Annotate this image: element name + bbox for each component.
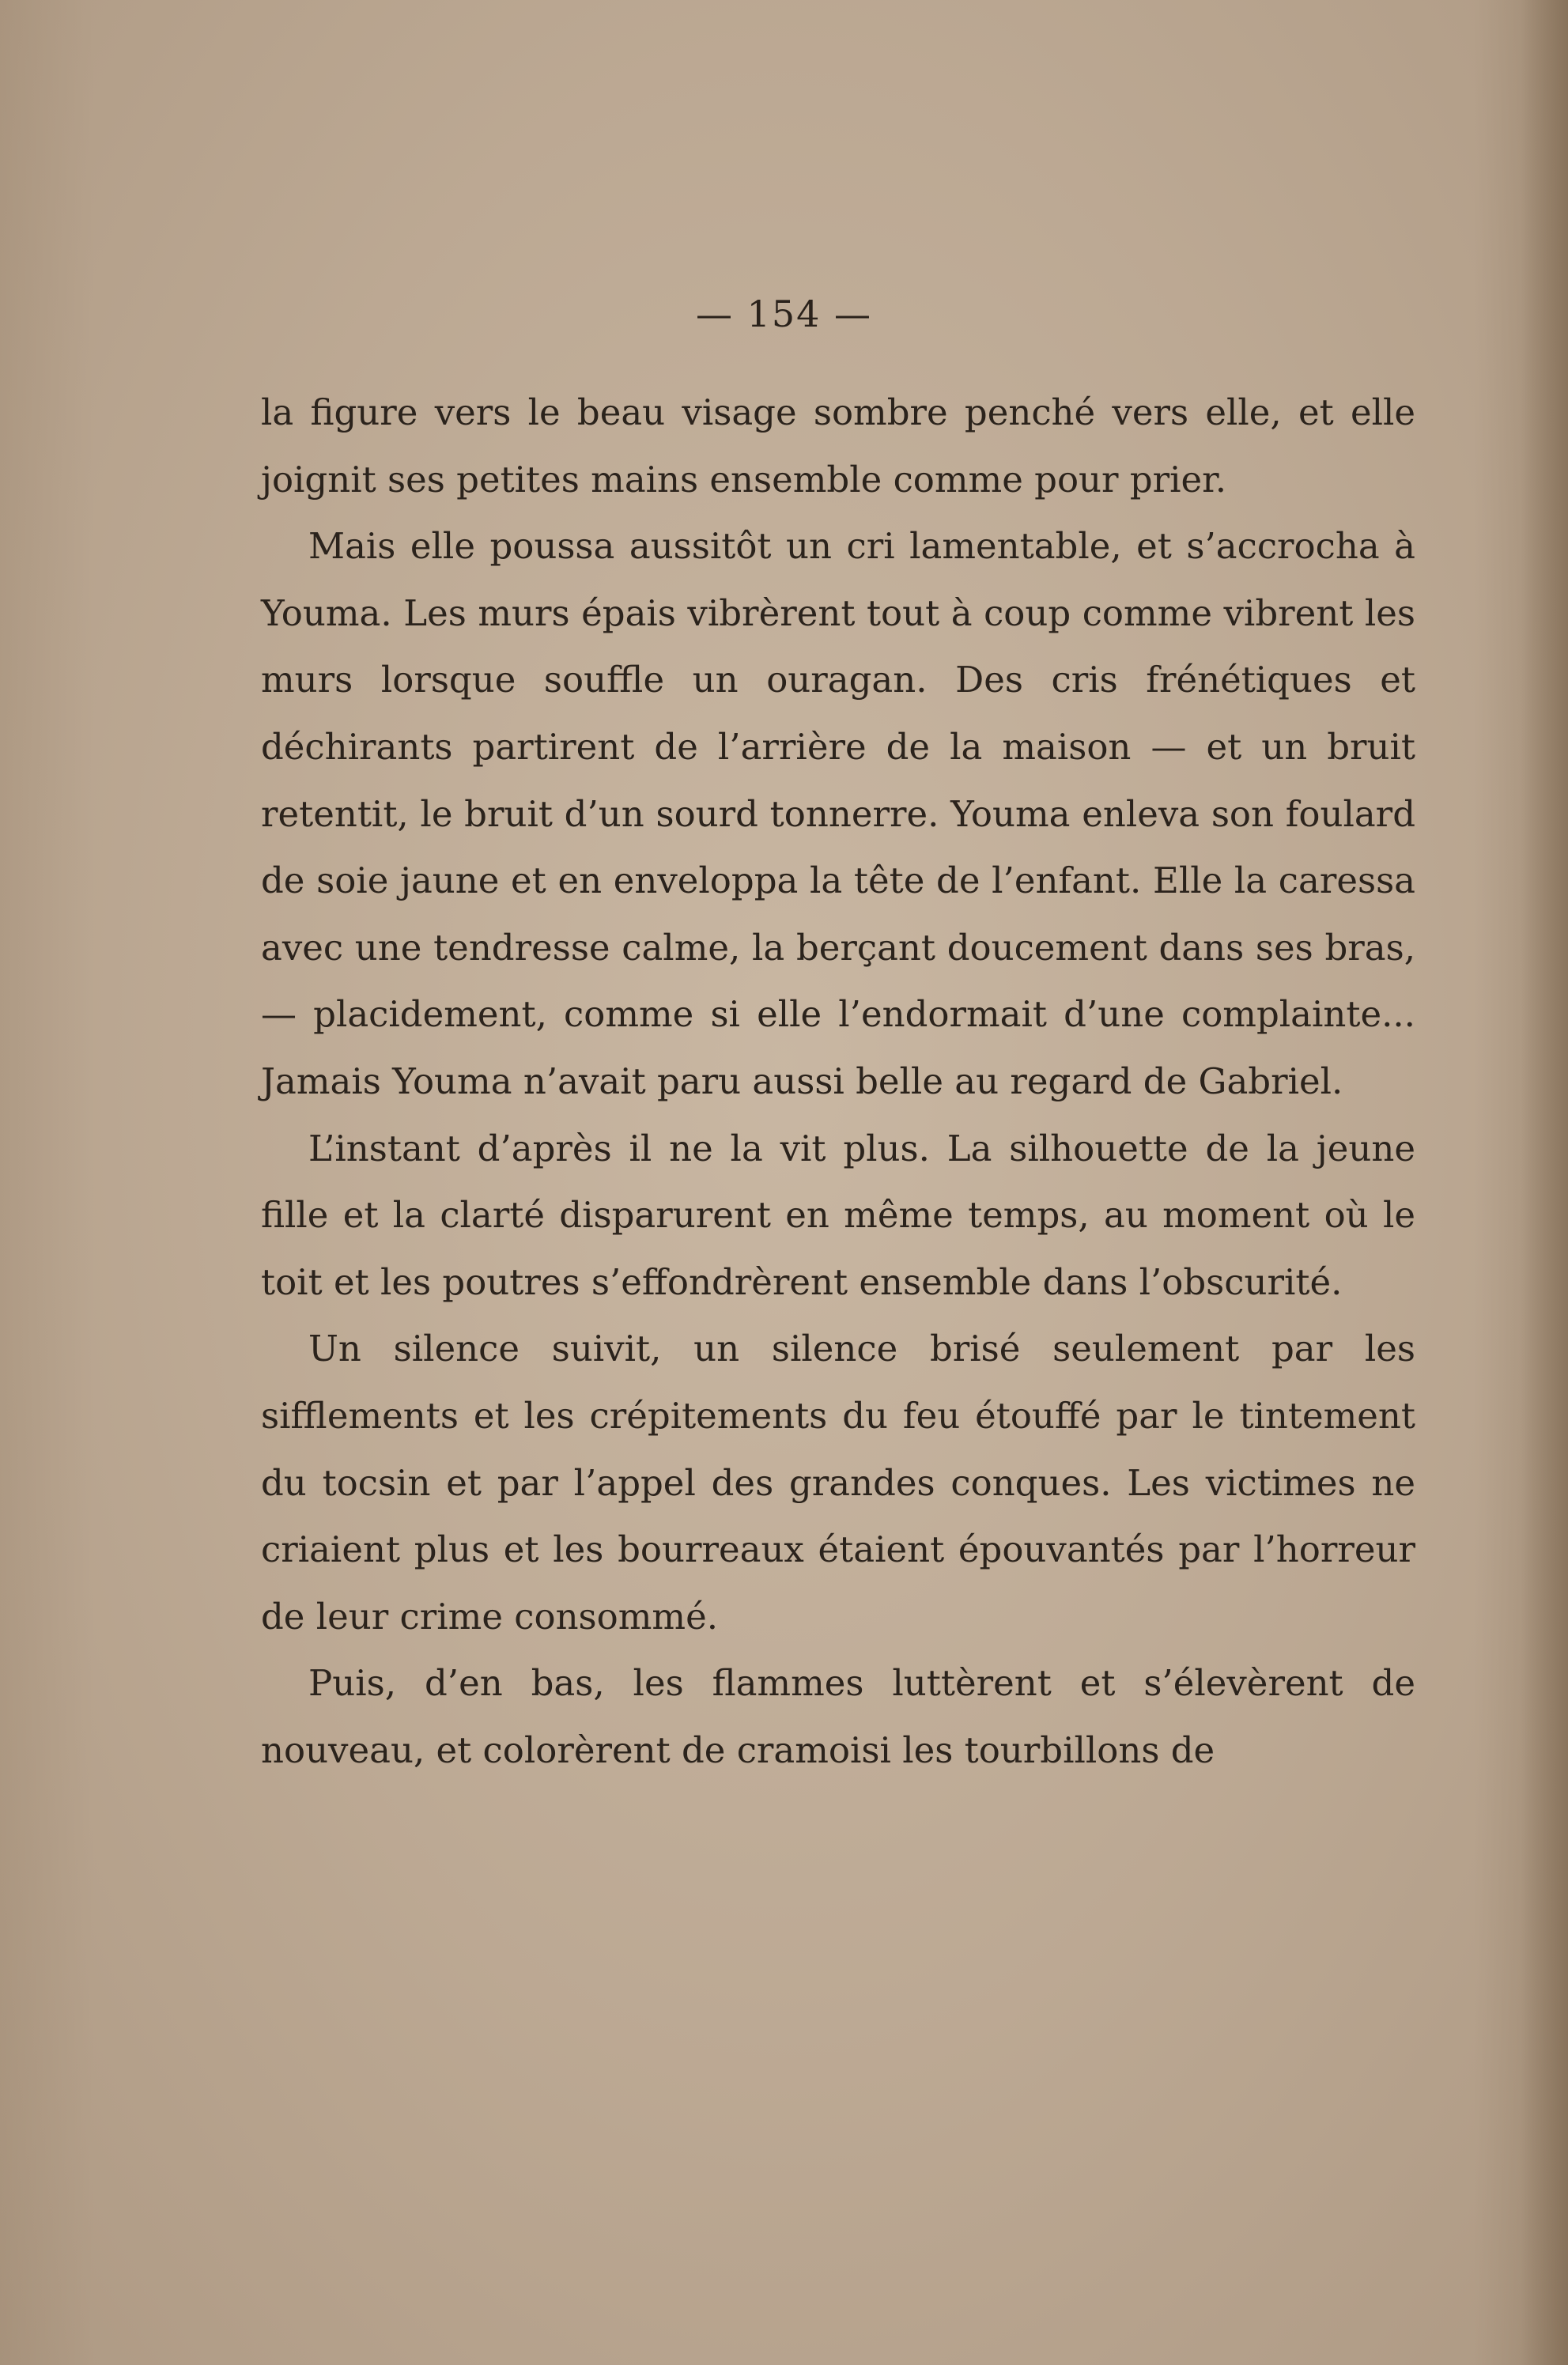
paragraph-1: la figure vers le beau visage sombre penché vers elle, et elle joignit ses petites mains ensemble comme pour prier. xyxy=(261,391,1415,501)
paragraph-5: Puis, d’en bas, les flammes luttèrent et s’élevèrent de nouveau, et colorèrent de cramoisi les tourbillons de xyxy=(261,1662,1415,1771)
paragraph-2: Mais elle poussa aussitôt un cri lamentable, et s’accrocha à Youma. Les murs épais vibrèrent tout à coup comme vibrent les murs lorsque souffle un ouragan. Des cris frénétiques et déchirants partirent de l’arrière de la maison — et un bruit retentit, le bruit d’un sourd tonnerre. Youma enleva son foulard de soie jaune et en enveloppa la tête de l’enfant. Elle la caressa avec une tendresse calme, la berçant doucement dans ses bras, — placidement, comme si elle l’endormait d’une complainte... Jamais Youma n’avait paru aussi belle au regard de Gabriel. xyxy=(261,525,1415,1102)
body-text xyxy=(261,380,1415,1784)
paragraph-3: L’instant d’après il ne la vit plus. La silhouette de la jeune fille et la clarté disparurent en même temps, au moment où le toit et les poutres s’effondrèrent ensemble dans l’obscurité. xyxy=(261,1127,1415,1303)
page-edge-shadow xyxy=(1521,0,1568,2365)
paragraph-4: Un silence suivit, un silence brisé seulement par les sifflements et les crépitements du feu étouffé par le tintement du tocsin et par l’appel des grandes conques. Les victimes ne criaient plus et les bourreaux étaient épouvantés par l’horreur de leur crime consommé. xyxy=(261,1328,1415,1638)
page-number: — 154 — xyxy=(695,293,873,335)
